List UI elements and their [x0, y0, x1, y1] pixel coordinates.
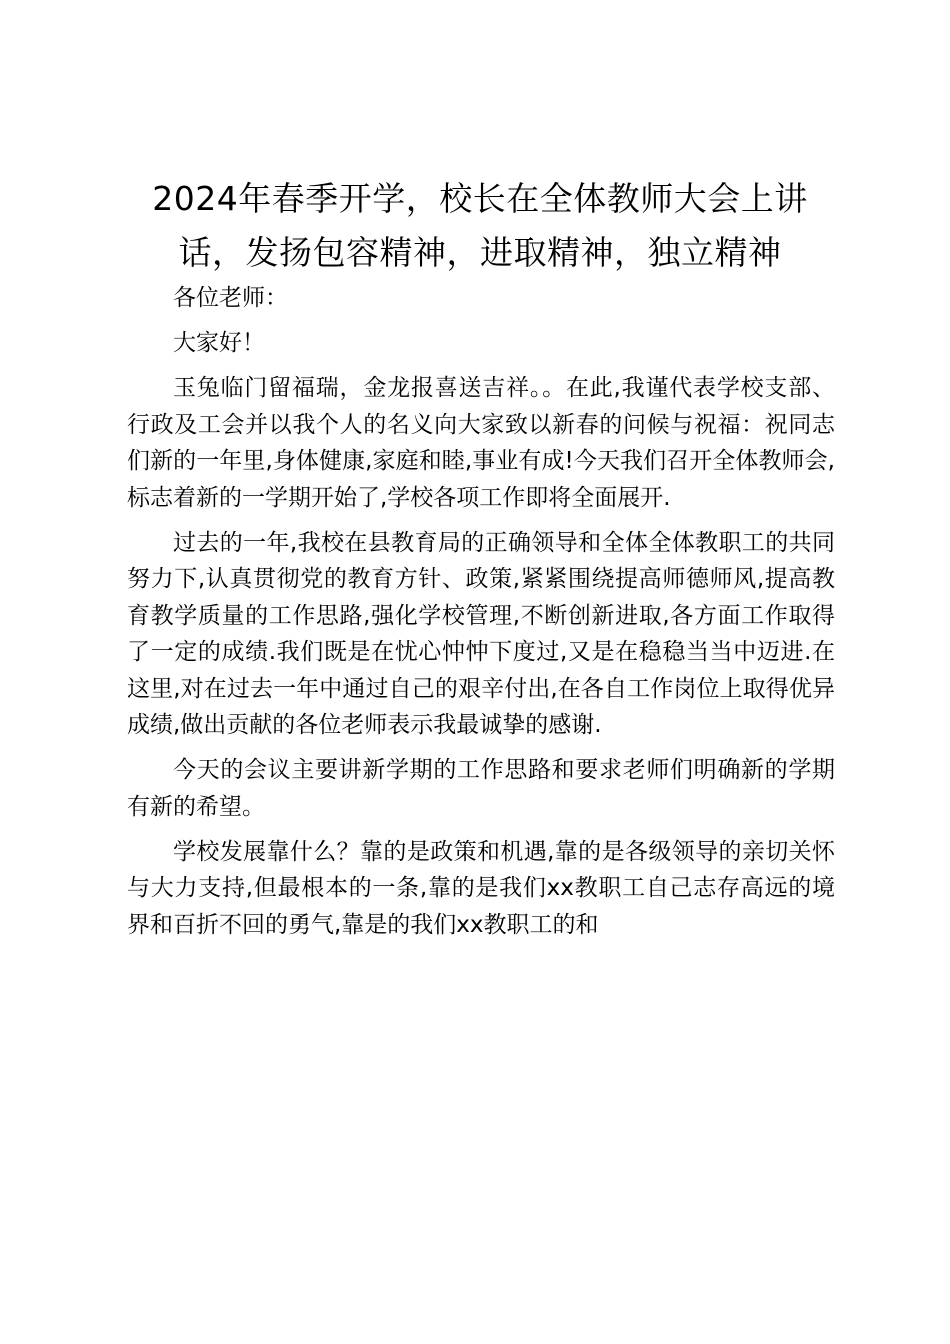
paragraph-new-year-wishes: 玉兔临门留福瑞，金龙报喜送吉祥。。在此,我谨代表学校支部、行政及工会并以我个人的名义向大家致以新春的问候与祝福：祝同志们新的一年里,身体健康,家庭和睦,事业有成!今天我们召开全体教师会,标志着新的一学期开始了,学校各项工作即将全面展开.	[127, 375, 835, 511]
greeting: 大家好！	[173, 330, 265, 356]
paragraph-past-year-review: 过去的一年,我校在县教育局的正确领导和全体全体教职工的共同努力下,认真贯彻党的教育方针、政策,紧紧围绕提高师德师风,提高教育教学质量的工作思路,强化学校管理,不断创新进取,各方面工作取得了一定的成绩.我们既是在忧心忡忡下度过,又是在稳稳当当中迈进.在这里,对在过去一年中通过自己的艰辛付出,在各自工作岗位上取得优异成绩,做出贡献的各位老师表示我最诚挚的感谢.	[127, 529, 835, 738]
paragraph-meeting-purpose: 今天的会议主要讲新学期的工作思路和要求老师们明确新的学期有新的希望。	[127, 757, 835, 820]
document-title: 2024年春季开学，校长在全体教师大会上讲话，发扬包容精神，进取精神，独立精神	[152, 179, 808, 272]
paragraph-school-development: 学校发展靠什么？靠的是政策和机遇,靠的是各级领导的亲切关怀与大力支持,但最根本的一条,靠的是我们xx教职工自己志存高远的境界和百折不回的勇气,靠是的我们xx教职工的和	[127, 838, 835, 938]
salutation: 各位老师：	[173, 285, 288, 311]
document-body	[127, 280, 835, 952]
